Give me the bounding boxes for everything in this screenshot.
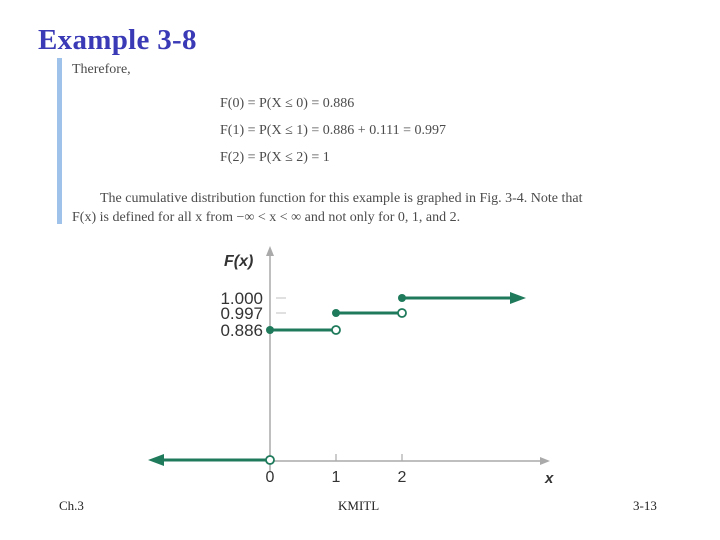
x-tick-label: 2 xyxy=(397,469,407,486)
x-axis-arrow xyxy=(540,457,550,465)
open-point xyxy=(332,326,340,334)
open-point xyxy=(266,456,274,464)
cdf-figure xyxy=(140,240,570,490)
y-axis-arrow xyxy=(266,246,274,256)
cdf-series xyxy=(148,292,526,466)
closed-point xyxy=(266,326,274,334)
y-axis-label: F(x) xyxy=(224,253,254,270)
footer-page-number: 3-13 xyxy=(633,498,657,513)
equation-f2: F(2) = P(X ≤ 2) = 1 xyxy=(220,150,330,165)
segment-arrow-right xyxy=(510,292,526,304)
equation-f0: F(0) = P(X ≤ 0) = 0.886 xyxy=(220,96,355,111)
axes xyxy=(224,246,554,487)
x-axis-label: x xyxy=(545,470,554,487)
paragraph-line-2: F(x) is defined for all x from −∞ < x < ∞ and not only for 0, 1, and 2. xyxy=(72,210,461,225)
quote-bar xyxy=(57,58,62,224)
closed-point xyxy=(332,309,340,317)
x-tick-label: 0 xyxy=(265,469,275,486)
y-tick-label: 0.997 xyxy=(220,304,263,323)
ticks xyxy=(220,289,406,486)
y-tick-label: 1.000 xyxy=(220,289,263,308)
paragraph-line-1: The cumulative distribution function for this example is graphed in Fig. 3-4. Note that xyxy=(100,191,583,206)
footer-institution: KMITL xyxy=(338,498,380,513)
closed-point xyxy=(398,294,406,302)
footer-chapter: Ch.3 xyxy=(59,498,84,513)
y-tick-label: 0.886 xyxy=(220,321,263,340)
slide-title: Example 3-8 xyxy=(38,24,197,56)
x-tick-label: 1 xyxy=(331,469,341,486)
equation-f1: F(1) = P(X ≤ 1) = 0.886 + 0.111 = 0.997 xyxy=(220,123,447,138)
segment-arrow-left xyxy=(148,454,164,466)
explanation-paragraph xyxy=(72,189,672,227)
open-point xyxy=(398,309,406,317)
therefore-text: Therefore, xyxy=(72,62,131,77)
